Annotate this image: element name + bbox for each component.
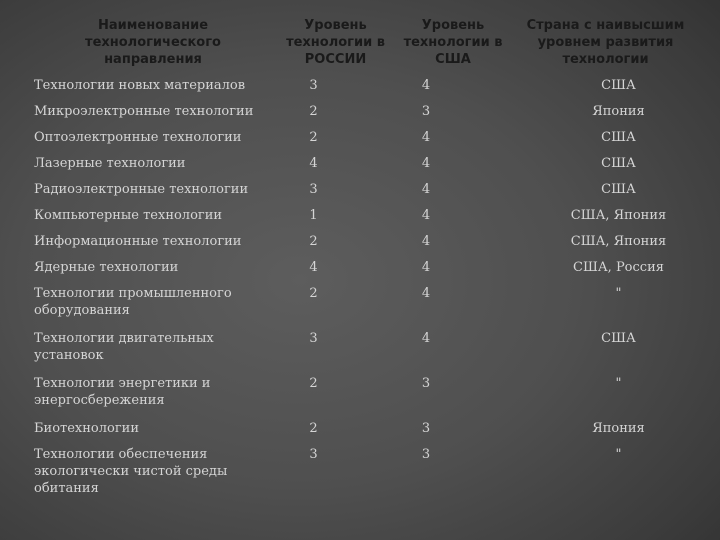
header-usa-level: Уровень технологии в США <box>403 18 503 67</box>
row-leading-country: США <box>601 130 636 145</box>
row-usa-level: 4 <box>421 234 431 249</box>
row-russia-level: 2 <box>309 286 318 301</box>
row-name: Технологии новых материалов <box>34 78 246 93</box>
table-row <box>28 203 698 229</box>
table-row <box>28 229 698 255</box>
table-row <box>28 125 698 151</box>
row-name: Ядерные технологии <box>34 260 179 275</box>
header-leading-country: Страна с наивысшим уровнем развития технологии <box>526 18 685 67</box>
header-russia-level: Уровень технологии в РОССИИ <box>286 18 385 67</box>
table-row <box>28 281 698 326</box>
row-usa-level: 3 <box>421 447 431 462</box>
row-usa-level: 4 <box>421 130 431 145</box>
table-row <box>28 151 698 177</box>
row-name: Информационные технологии <box>34 234 242 249</box>
row-leading-country: Япония <box>592 421 645 436</box>
row-leading-country: " <box>615 447 622 462</box>
row-usa-level: 4 <box>421 78 431 93</box>
row-russia-level: 3 <box>309 182 318 197</box>
table-row <box>28 177 698 203</box>
table-row <box>28 442 698 501</box>
row-leading-country: США <box>601 331 636 346</box>
row-russia-level: 4 <box>309 156 318 171</box>
row-name: Технологии энергетики и энергосбережения <box>34 376 211 408</box>
row-usa-level: 4 <box>421 260 431 275</box>
row-russia-level: 2 <box>309 104 318 119</box>
row-leading-country: США, Россия <box>573 260 664 275</box>
row-russia-level: 2 <box>309 421 318 436</box>
row-russia-level: 1 <box>309 208 318 223</box>
row-name: Компьютерные технологии <box>34 208 223 223</box>
row-leading-country: " <box>615 376 622 391</box>
table-row <box>28 326 698 371</box>
table-row <box>28 73 698 99</box>
row-name: Микроэлектронные технологии <box>34 104 254 119</box>
row-usa-level: 3 <box>421 421 431 436</box>
row-leading-country: Япония <box>592 104 645 119</box>
row-usa-level: 4 <box>421 156 431 171</box>
row-russia-level: 2 <box>309 234 318 249</box>
row-russia-level: 3 <box>309 78 318 93</box>
row-usa-level: 3 <box>421 104 431 119</box>
row-leading-country: США <box>601 78 636 93</box>
row-name: Лазерные технологии <box>34 156 186 171</box>
row-russia-level: 2 <box>309 130 318 145</box>
row-usa-level: 4 <box>421 208 431 223</box>
table-header-row <box>28 12 698 73</box>
row-leading-country: " <box>615 286 622 301</box>
row-usa-level: 3 <box>421 376 431 391</box>
row-name: Радиоэлектронные технологии <box>34 182 249 197</box>
row-name: Биотехнологии <box>34 421 139 436</box>
row-usa-level: 4 <box>421 331 431 346</box>
row-leading-country: США <box>601 156 636 171</box>
row-name: Технологии промышленного оборудования <box>34 286 232 318</box>
row-name: Оптоэлектронные технологии <box>34 130 242 145</box>
row-russia-level: 2 <box>309 376 318 391</box>
row-russia-level: 3 <box>309 331 318 346</box>
table-row <box>28 371 698 416</box>
row-usa-level: 4 <box>421 286 431 301</box>
row-name: Технологии обеспечения экологически чистой среды обитания <box>34 447 228 496</box>
row-russia-level: 3 <box>309 447 318 462</box>
row-name: Технологии двигательных установок <box>34 331 214 363</box>
table-row <box>28 255 698 281</box>
row-leading-country: США, Япония <box>570 234 667 249</box>
row-russia-level: 4 <box>309 260 318 275</box>
table-row <box>28 416 698 442</box>
row-leading-country: США, Япония <box>570 208 667 223</box>
table-row <box>28 99 698 125</box>
row-leading-country: США <box>601 182 636 197</box>
header-direction-name: Наименование технологического направления <box>85 18 221 67</box>
technology-level-table <box>28 12 698 501</box>
row-usa-level: 4 <box>421 182 431 197</box>
